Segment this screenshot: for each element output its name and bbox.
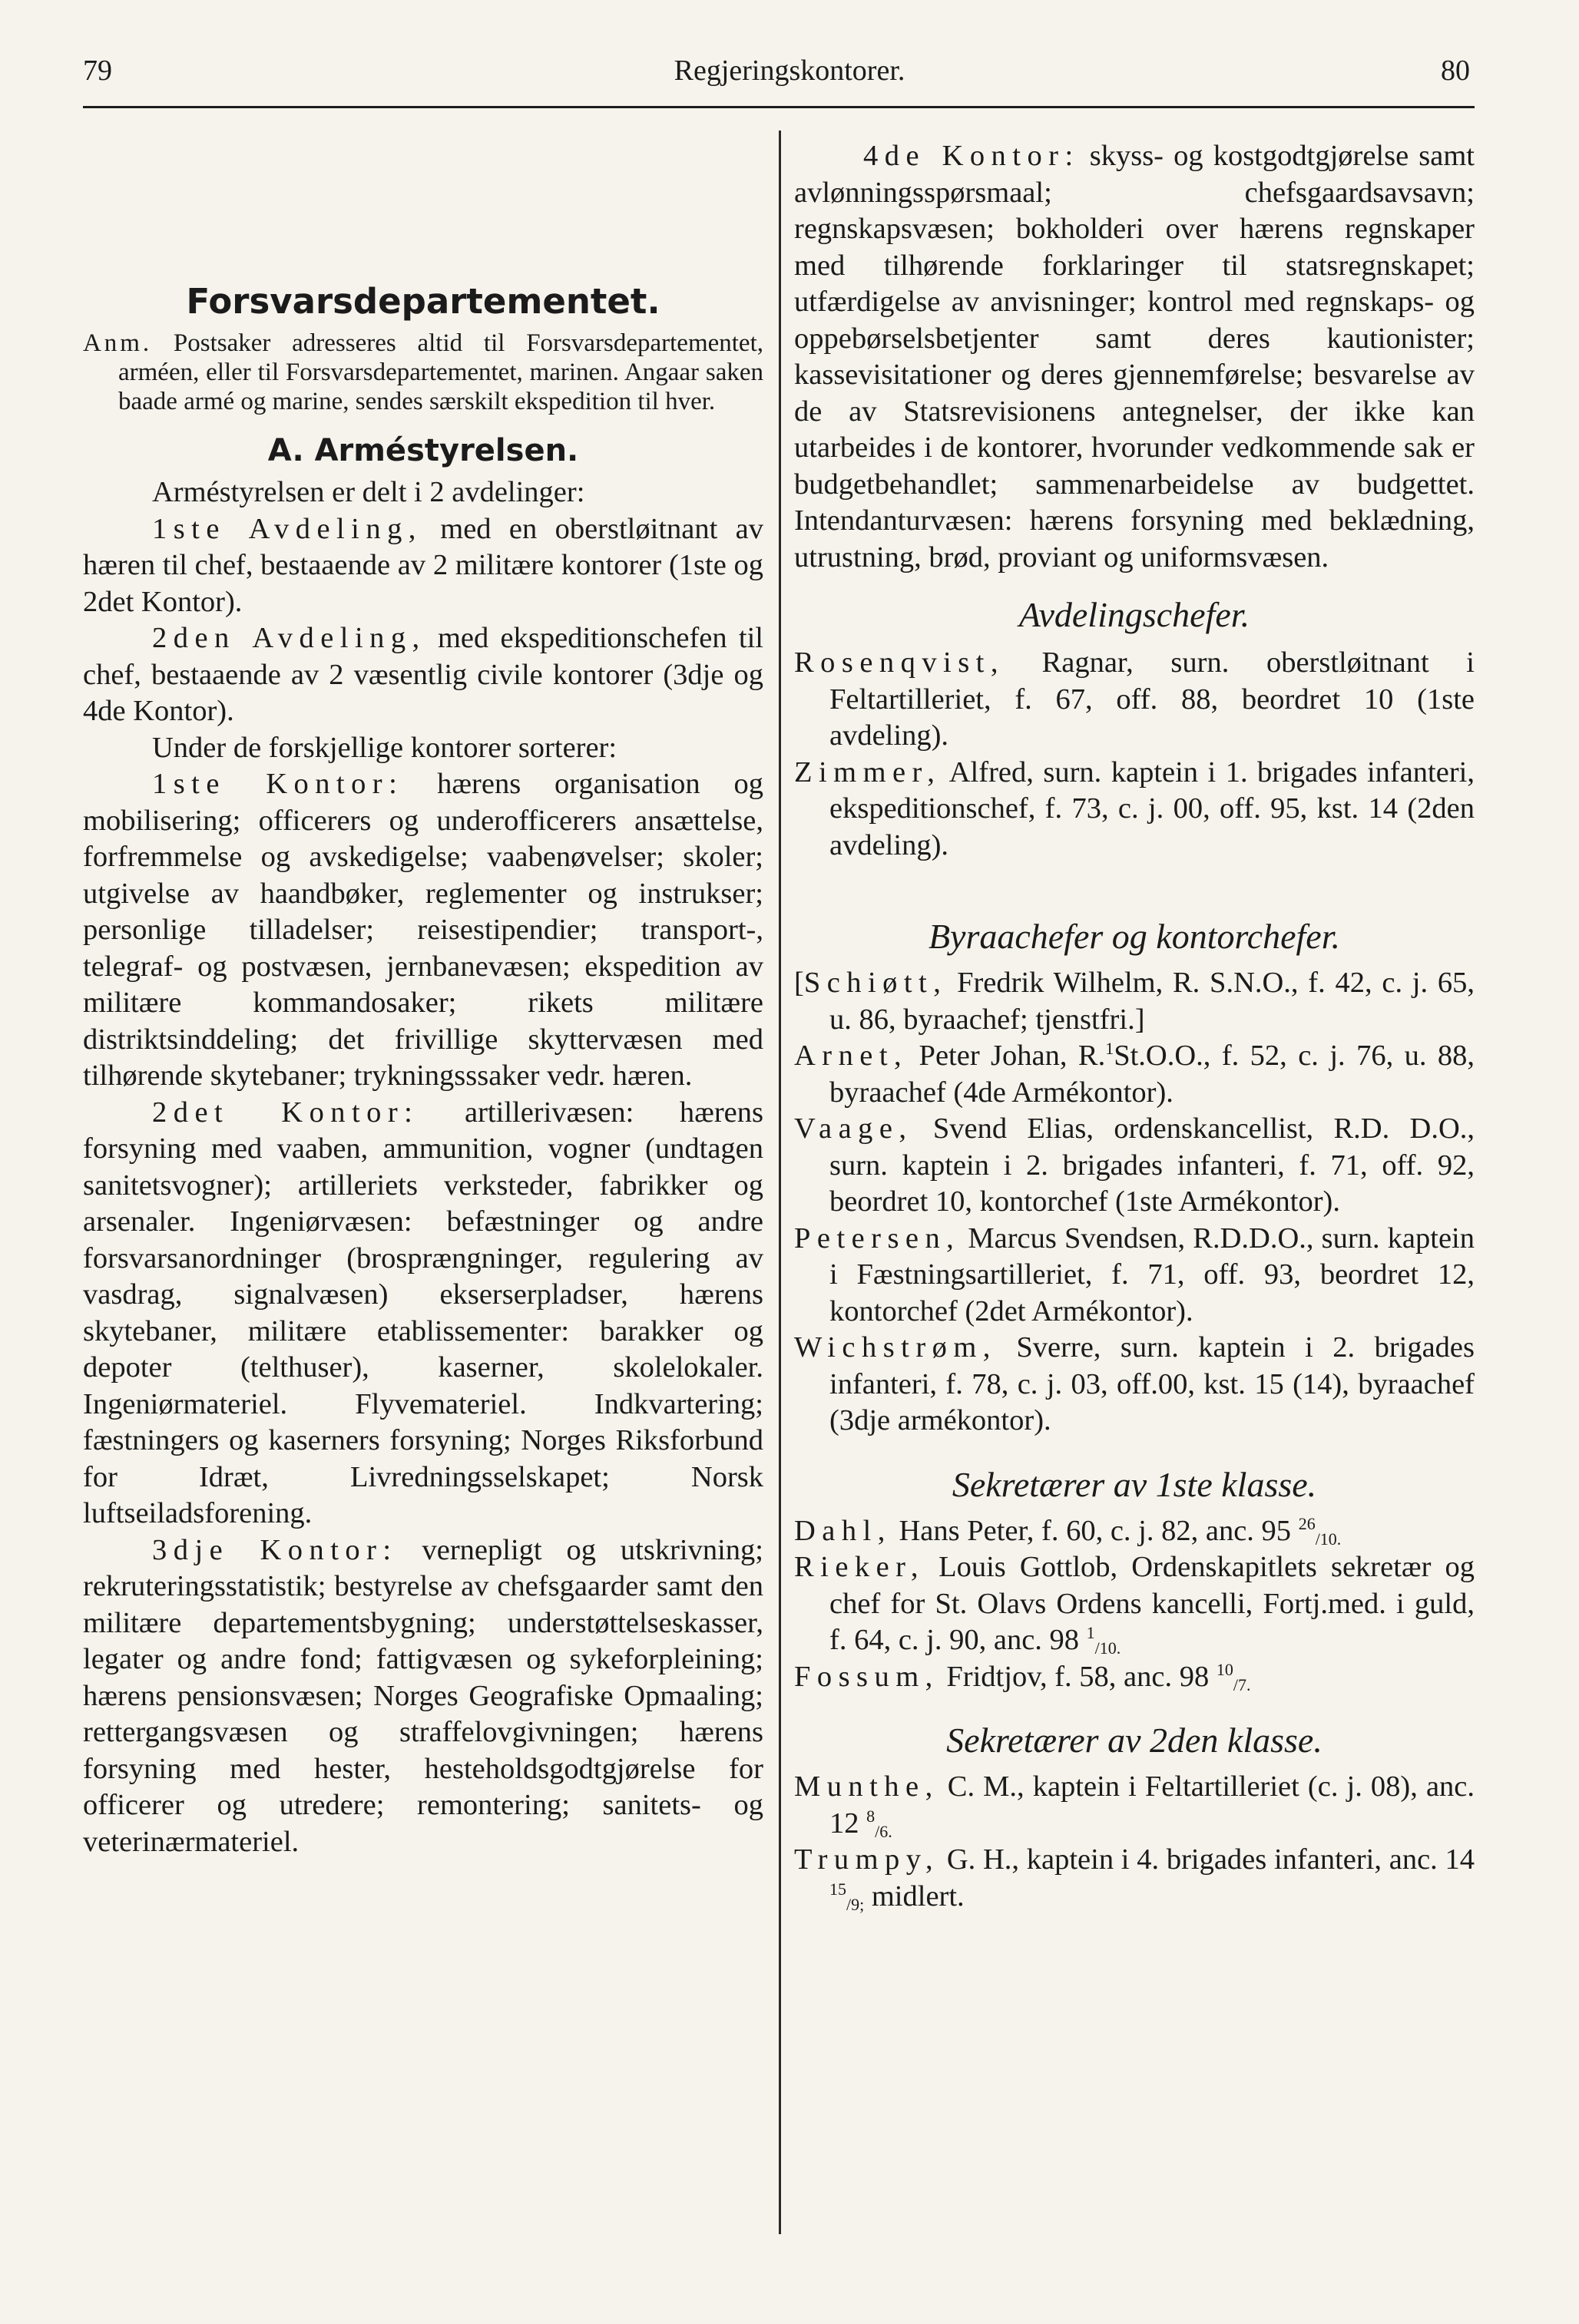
avdeling-1-paragraph — [83, 511, 763, 621]
sort-line: Under de forskjellige kontorer sorterer: — [152, 731, 617, 764]
page-number-left: 79 — [83, 55, 112, 87]
entry-fossum — [794, 1659, 1475, 1696]
running-title: Regjeringskontorer. — [674, 55, 905, 87]
entry-name: Wichstrøm, — [794, 1331, 997, 1364]
intro-line: Arméstyrelsen er delt i 2 avdelinger: — [152, 476, 585, 508]
superscript: 1 — [1086, 1623, 1095, 1642]
entry-text: Sverre, surn. kaptein i 2. brigades infanteri, f. 78, c. j. 03, off.00, kst. 15 (14), byraachef (3dje armékontor). — [829, 1331, 1475, 1436]
entry-text: Fredrik Wilhelm, R. S.N.O., f. 42, c. j. 65, u. 86, byraachef; tjenstfri.] — [829, 967, 1475, 1036]
column-divider — [779, 131, 781, 2234]
kontor-2-text: artillerivæsen: hærens forsyning med vaaben, ammunition, vogner (undtagen sanitetsvogner); artilleriets verksteder, fabrikker og arsenaler. Ingeniørvæsen: befæstninger og andre forsvarsanordninger (brosprængninger, regulering av vasdrag, signalvæsen) ekserserpladser, hærens skytebaner, militære etablissementer: barakker og depoter (telthuser), kaserner, skolelokaler. Ingeniørmateriel. Flyvemateriel. Indkvartering; fæstningers og kaserners forsyning; Norges Riksforbund for Idræt, Livredningsselskapet; Norsk luftseiladsforening. — [83, 1096, 763, 1529]
subscript: /10. — [1315, 1529, 1342, 1549]
kontor-4-label: 4de Kontor: — [863, 140, 1080, 172]
entry-name: Petersen, — [794, 1222, 961, 1255]
left-column — [83, 138, 763, 1860]
entry-text: C. M., kaptein i Feltartilleriet (c. j. 08), anc. 12 — [829, 1770, 1475, 1840]
entry-dahl — [794, 1513, 1475, 1550]
page-number-right: 80 — [1441, 55, 1470, 87]
entry-munthe — [794, 1769, 1475, 1842]
kontor-1-label: 1ste Kontor: — [152, 768, 404, 800]
entry-name: Rosenqvist, — [794, 646, 1005, 679]
subscript: /10. — [1094, 1638, 1121, 1658]
superscript: 1 — [1105, 1039, 1114, 1058]
dept-title: Forsvarsdepartementet. — [186, 281, 660, 322]
note-paragraph — [83, 329, 763, 416]
kontor-2-paragraph — [83, 1095, 763, 1532]
entry-text: Alfred, surn. kaptein i 1. brigades infanteri, ekspeditionschef, f. 73, c. j. 00, off. 95, kst. 14 (2den avdeling). — [829, 755, 1475, 861]
entry-name: Dahl, — [794, 1514, 892, 1547]
entry-text: St.O.O., f. 52, c. j. 76, u. 88, byraachef (4de Armékontor). — [829, 1040, 1475, 1109]
avdeling-2-label: 2den Avdeling, — [152, 622, 426, 654]
kontor-4-paragraph — [794, 138, 1475, 576]
avdeling-1-label: 1ste Avdeling, — [152, 512, 422, 545]
note-text: Postsaker adresseres altid til Forsvarsdepartementet, arméen, eller til Forsvarsdepartementet, marinen. Angaar saken baade armé og marine, sendes særskilt ekspedition til hver. — [118, 329, 764, 415]
entry-text: G. H., kaptein i 4. brigades infanteri, anc. 14 — [946, 1843, 1475, 1876]
entry-name: Fossum, — [794, 1660, 939, 1693]
superscript: 8 — [866, 1806, 876, 1826]
superscript: 26 — [1298, 1513, 1316, 1533]
entry-vaage — [794, 1111, 1475, 1221]
entry-name: Trumpy, — [794, 1843, 940, 1876]
entry-name: Zimmer, — [794, 755, 942, 788]
avdeling-2-paragraph — [83, 620, 763, 730]
superscript: 15 — [829, 1879, 846, 1899]
entry-text: Hans Peter, f. 60, c. j. 82, anc. 95 — [899, 1514, 1292, 1547]
entry-rosenqvist — [794, 645, 1475, 755]
entry-text: Louis Gottlob, Ordenskapitlets sekretær og chef for St. Olavs Ordens kancelli, Fortj.med. i guld, f. 64, c. j. 90, anc. 98 — [829, 1551, 1475, 1656]
sekretaerer-1-heading: Sekretærer av 1ste klasse. — [952, 1464, 1317, 1504]
kontor-4-text: skyss- og kostgodtgjørelse samt avlønningsspørsmaal; chefsgaardsavsavn; regnskapsvæsen; bokholderi over hærens regnskaper med tilhørende forklaringer til statsregnskapet; utfærdigelse av anvisninger; kontrol med regnskaps- og oppebørselsbetjenter samt deres kautionister; kassevisitationer og deres gjennemførelse; besvarelse av de av Statsrevisionens antegnelser, der ikke kan utarbeides i de kontorer, hvorunder vedkommende sak er budgetbehandlet; sammenarbeidelse av budgettet. Intendanturvæsen: hærens forsyning med beklædning, utrustning, brød, proviant og uniformsvæsen. — [794, 140, 1475, 574]
bracket-open: [ — [794, 967, 804, 999]
entry-petersen — [794, 1221, 1475, 1331]
subscript: /7. — [1233, 1674, 1251, 1694]
avdelingschefer-heading: Avdelingschefer. — [1018, 595, 1250, 634]
entry-wichstrom — [794, 1330, 1475, 1440]
kontor-3-paragraph — [83, 1532, 763, 1861]
entry-name: Vaage, — [794, 1112, 913, 1145]
avdeling-2-text: med ekspeditionschefen til chef, bestaaende av 2 væsentlig civile kontorer (3dje og 4de Kontor). — [83, 622, 763, 727]
subscript: /9; — [846, 1894, 865, 1914]
entry-text: Marcus Svendsen, R.D.D.O., surn. kaptein i Fæstningsartilleriet, f. 71, off. 93, beordret 12, kontorchef (2det Armékontor). — [829, 1222, 1475, 1327]
entry-arnet — [794, 1038, 1475, 1111]
entry-rieker — [794, 1549, 1475, 1659]
entry-zimmer — [794, 755, 1475, 864]
subscript: /6. — [875, 1821, 892, 1841]
entry-text: midlert. — [871, 1879, 965, 1912]
entry-name: Rieker, — [794, 1551, 925, 1583]
header-rule — [83, 106, 1475, 108]
kontor-1-paragraph — [83, 766, 763, 1095]
kontor-2-label: 2det Kontor: — [152, 1096, 419, 1129]
entry-text: Ragnar, surn. oberstløitnant i Feltartilleriet, f. 67, off. 88, beordret 10 (1ste avdeling). — [829, 646, 1475, 752]
entry-name: Arnet, — [794, 1040, 909, 1072]
entry-name: Munthe, — [794, 1770, 939, 1803]
section-a-title: A. Arméstyrelsen. — [267, 433, 579, 468]
kontor-3-text: vernepligt og utskrivning; rekruteringsstatistik; bestyrelse av chefsgaarder samt den militære departementsbygning; understøttelseskasser, legater og andre fond; fattigvæsen og sykeforpleining; hærens pensionsvæsen; Norges Geografiske Opmaaling; rettergangsvæsen og straffelovgivningen; hærens forsyning med hester, hesteholdsgodtgjørelse for officerer og utredere; remontering; sanitets- og veterinærmateriel. — [83, 1533, 763, 1858]
kontor-1-text: hærens organisation og mobilisering; officerers og underofficerers ansættelse, forfremmelse og avskedigelse; vaabenøvelser; skoler; utgivelse av haandbøker, reglementer og instrukser; personlige tilladelser; reisestipendier; transport-, telegraf- og postvæsen, jernbanevæsen; ekspedition av militære kommandosaker; rikets militære distriktsinddeling; det frivillige skyttervæsen med tilhørende skytebaner; trykningsssaker vedr. hæren. — [83, 768, 763, 1092]
byraachefer-heading: Byraachefer og kontorchefer. — [928, 917, 1341, 956]
entry-text: Fridtjov, f. 58, anc. 98 — [946, 1660, 1210, 1693]
kontor-3-label: 3dje Kontor: — [152, 1533, 398, 1566]
entry-trumpy — [794, 1842, 1475, 1915]
entry-name: Schiøtt, — [803, 967, 948, 999]
note-label: Anm. — [83, 329, 153, 357]
avdeling-1-text: med en oberstløitnant av hæren til chef, bestaaende av 2 militære kontorer (1ste og 2det Kontor). — [83, 512, 763, 618]
sekretaerer-2-heading: Sekretærer av 2den klasse. — [946, 1721, 1322, 1760]
right-column — [794, 138, 1475, 1915]
entry-schiott — [794, 965, 1475, 1038]
entry-text: Peter Johan, R. — [919, 1040, 1106, 1072]
entry-text: Svend Elias, ordenskancellist, R.D. D.O., surn. kaptein i 2. brigades infanteri, f. 71, off. 92, beordret 10, kontorchef (1ste Armékontor). — [829, 1112, 1475, 1218]
superscript: 10 — [1216, 1659, 1233, 1679]
